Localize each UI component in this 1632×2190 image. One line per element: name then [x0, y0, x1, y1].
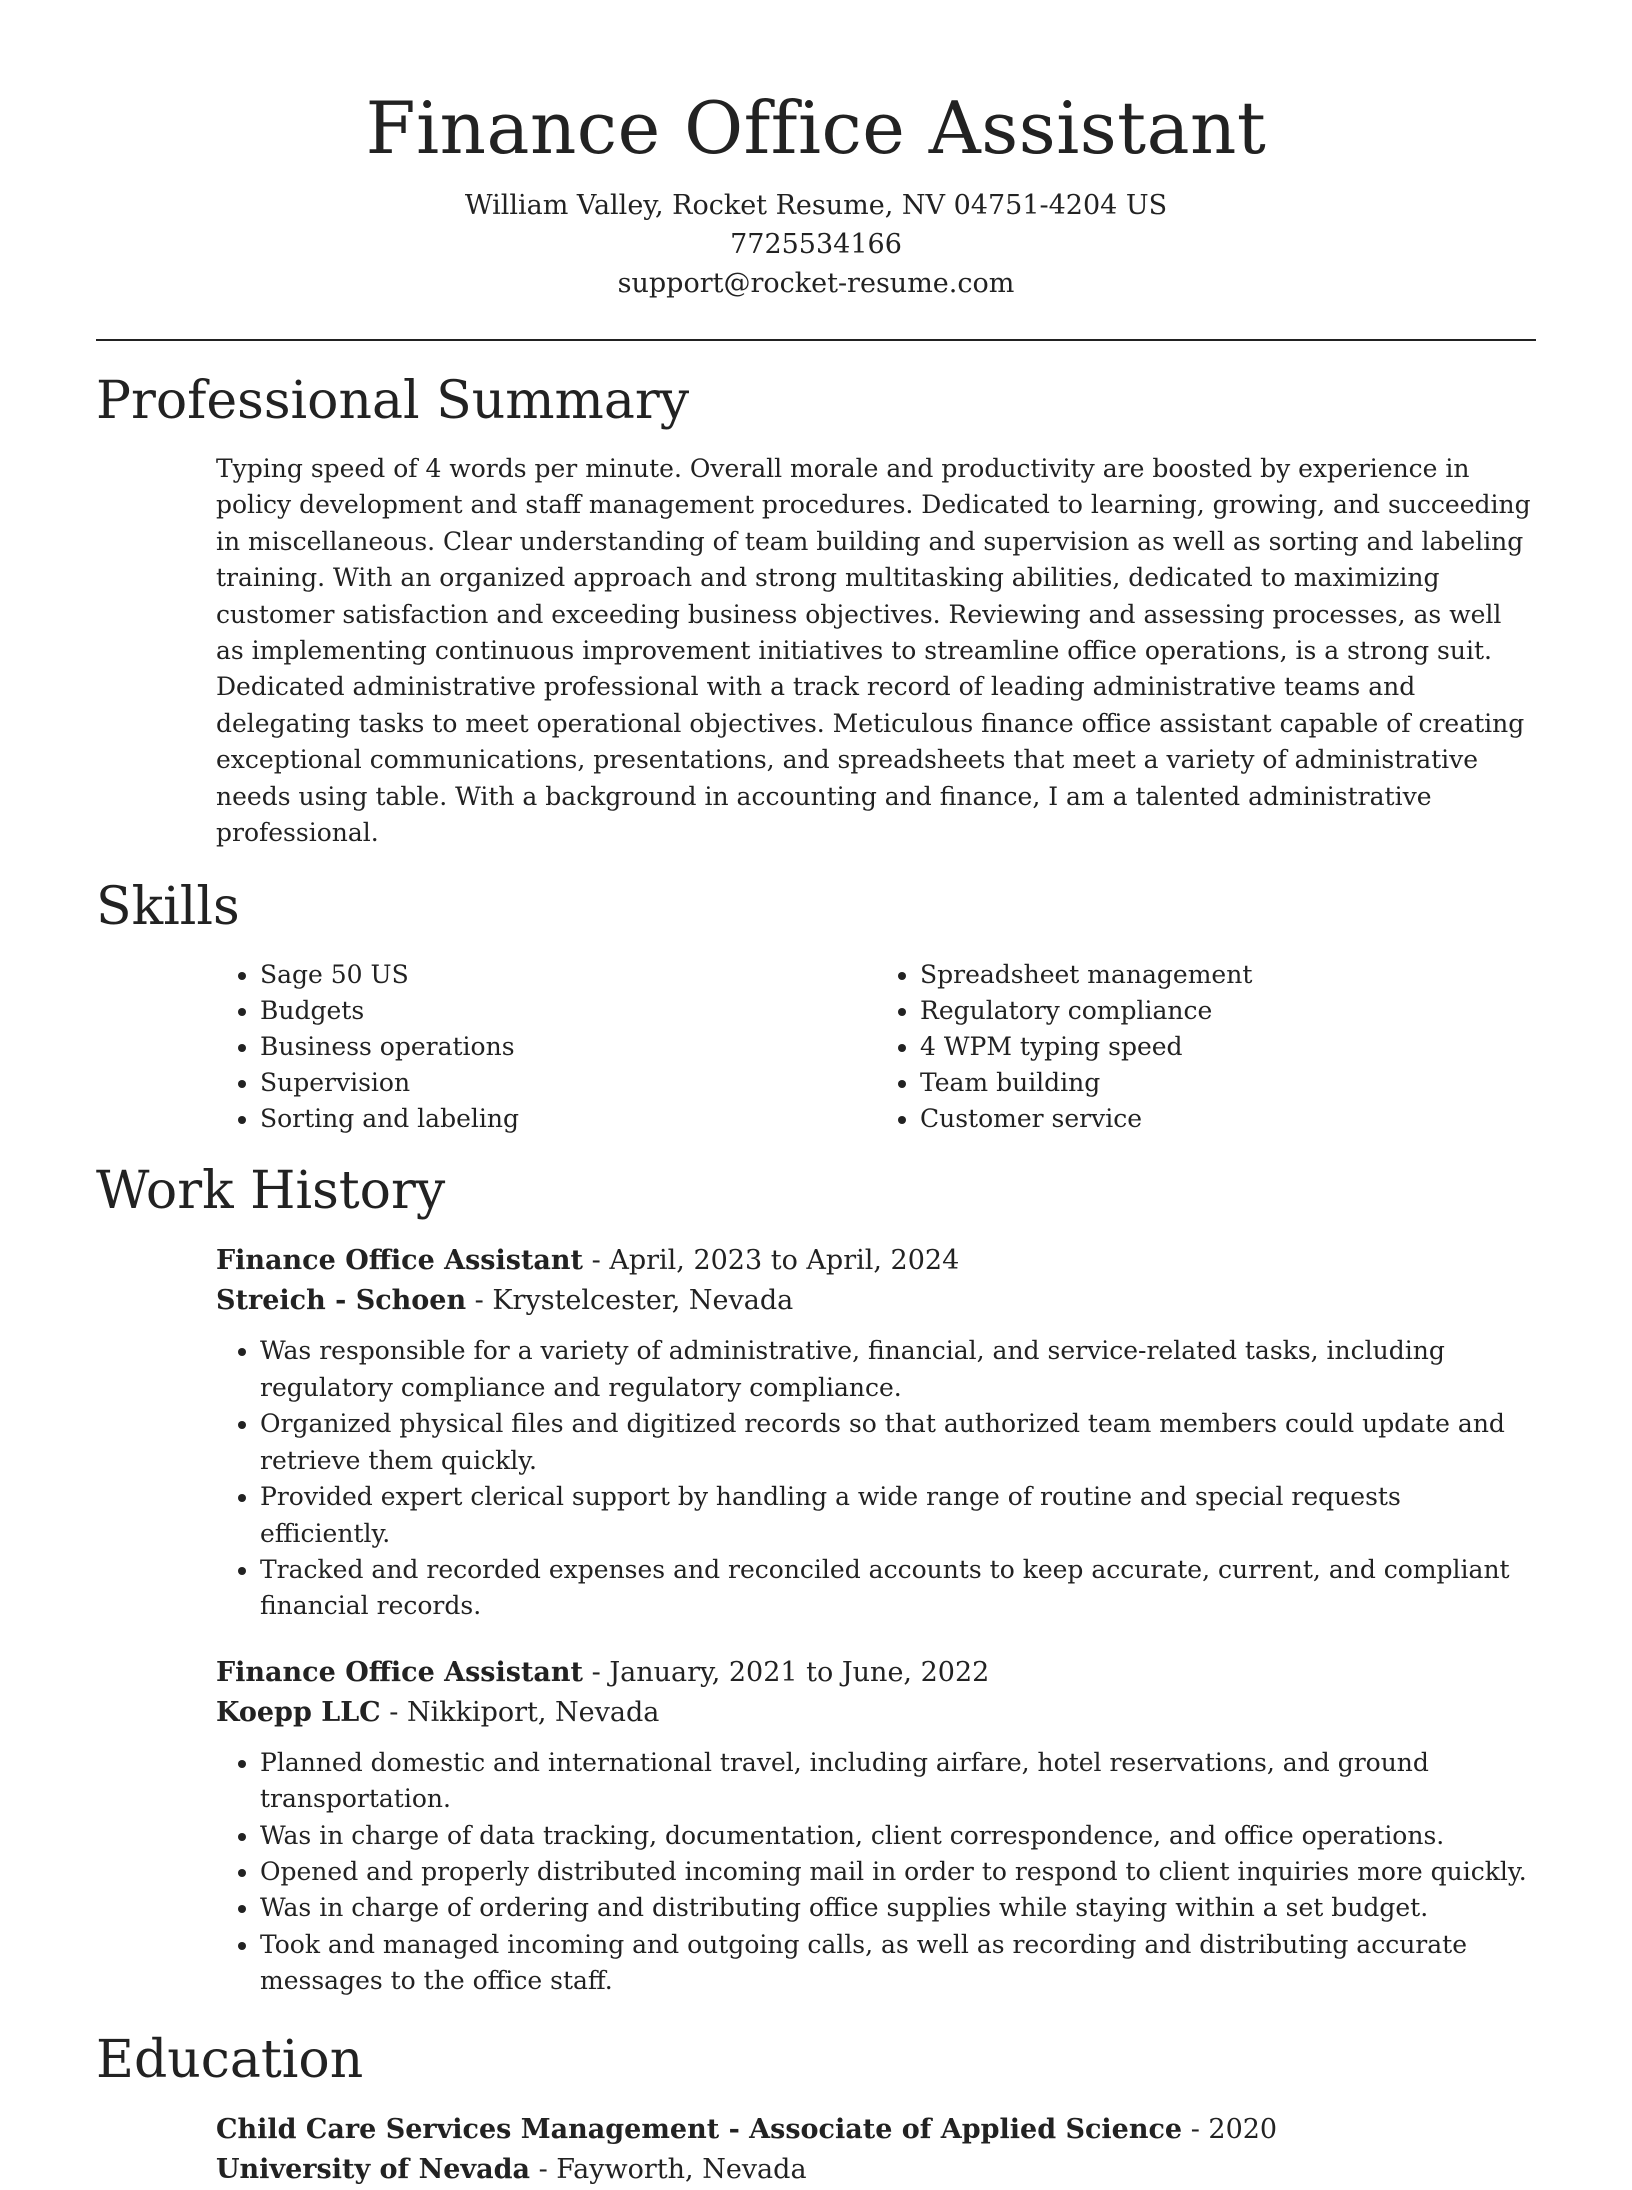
job-bullets — [216, 1333, 1536, 1624]
education-degree: Child Care Services Management - Associate of Applied Science — [216, 2113, 1183, 2145]
skill-item: • Team building — [920, 1065, 1536, 1101]
job-bullet: • Was in charge of ordering and distributing office supplies while staying within a set budget. — [260, 1890, 1536, 1926]
skill-item: • Regulatory compliance — [920, 993, 1536, 1029]
skill-item: • Customer service — [920, 1101, 1536, 1137]
job-location: - Nikkiport, Nevada — [380, 1696, 660, 1728]
skill-item: • Sorting and labeling — [260, 1101, 876, 1137]
job-bullet: • Opened and properly distributed incoming mail in order to respond to client inquiries more quickly. — [260, 1854, 1536, 1890]
job-dates: - April, 2023 to April, 2024 — [583, 1245, 960, 1277]
job-location: - Krystelcester, Nevada — [466, 1285, 794, 1317]
skill-item: • Supervision — [260, 1065, 876, 1101]
education-year: - 2020 — [1182, 2113, 1278, 2145]
skill-item: • Sage 50 US — [260, 957, 876, 993]
job-entry — [216, 1653, 1536, 2000]
job-company-line — [216, 1693, 1536, 1733]
job-bullet: • Was in charge of data tracking, documentation, client correspondence, and office operations. — [260, 1818, 1536, 1854]
job-bullet: • Planned domestic and international travel, including airfare, hotel reservations, and ground transportation. — [260, 1745, 1536, 1818]
job-title-line — [216, 1653, 1536, 1693]
contact-email: support@rocket-resume.com — [617, 268, 1015, 299]
skill-item: • 4 WPM typing speed — [920, 1029, 1536, 1065]
job-bullet: • Took and managed incoming and outgoing calls, as well as recording and distributing accurate messages to the office staff. — [260, 1927, 1536, 2000]
resume-page — [96, 80, 1536, 2190]
job-title: Finance Office Assistant — [216, 1245, 584, 1277]
education-heading: Education — [96, 2029, 364, 2090]
education-location: - Fayworth, Nevada — [529, 2153, 807, 2185]
job-bullet: • Was responsible for a variety of administrative, financial, and service-related tasks, including regulatory compliance and regulatory compliance. — [260, 1333, 1536, 1406]
education-school: University of Nevada — [216, 2153, 530, 2185]
job-title: Finance Office Assistant — [216, 1656, 584, 1688]
job-entry — [216, 1241, 1536, 1624]
education-degree-line — [216, 2110, 1536, 2150]
job-title-line — [216, 1241, 1536, 1281]
skills-column-left — [216, 957, 876, 1137]
job-company: Streich - Schoen — [216, 1285, 467, 1317]
skills-list — [216, 957, 1536, 1137]
job-bullet: • Organized physical files and digitized records so that authorized team members could update and retrieve them quickly. — [260, 1406, 1536, 1479]
job-bullets — [216, 1745, 1536, 2000]
skill-item: • Business operations — [260, 1029, 876, 1065]
work-history-heading: Work History — [96, 1161, 446, 1222]
skill-item: • Budgets — [260, 993, 876, 1029]
job-bullet: • Provided expert clerical support by handling a wide range of routine and special requests efficiently. — [260, 1479, 1536, 1552]
job-bullet: • Tracked and recorded expenses and reconciled accounts to keep accurate, current, and compliant financial records. — [260, 1552, 1536, 1625]
resume-name: Finance Office Assistant — [365, 86, 1267, 170]
summary-heading: Professional Summary — [96, 371, 690, 431]
summary-text: Typing speed of 4 words per minute. Overall morale and productivity are boosted by experience in policy development and staff management procedures. Dedicated to learning, growing, and succeeding in miscellaneous. Clear understanding of team building and supervision as well as sorting and labeling training. With an organized approach and strong multitasking abilities, dedicated to maximizing customer satisfaction and exceeding business objectives. Reviewing and assessing processes, as well as implementing continuous improvement initiatives to streamline office operations, is a strong suit. Dedicated administrative professional with a track record of leading administrative teams and delegating tasks to meet operational objectives. Meticulous finance office assistant capable of creating exceptional communications, presentations, and spreadsheets that meet a variety of administrative needs using table. With a background in accounting and finance, I am a talented administrative professional. — [216, 454, 1531, 848]
job-company-line — [216, 1281, 1536, 1321]
job-dates: - January, 2021 to June, 2022 — [583, 1656, 990, 1688]
skills-column-right — [876, 957, 1536, 1137]
contact-address: William Valley, Rocket Resume, NV 04751-4204 US — [464, 190, 1168, 221]
job-company: Koepp LLC — [216, 1696, 381, 1728]
skill-item: • Spreadsheet management — [920, 957, 1536, 993]
education-entry — [216, 2110, 1536, 2190]
header-divider — [96, 339, 1536, 341]
contact-phone: 7725534166 — [730, 229, 902, 260]
education-school-line — [216, 2150, 1536, 2190]
skills-heading: Skills — [96, 877, 240, 938]
